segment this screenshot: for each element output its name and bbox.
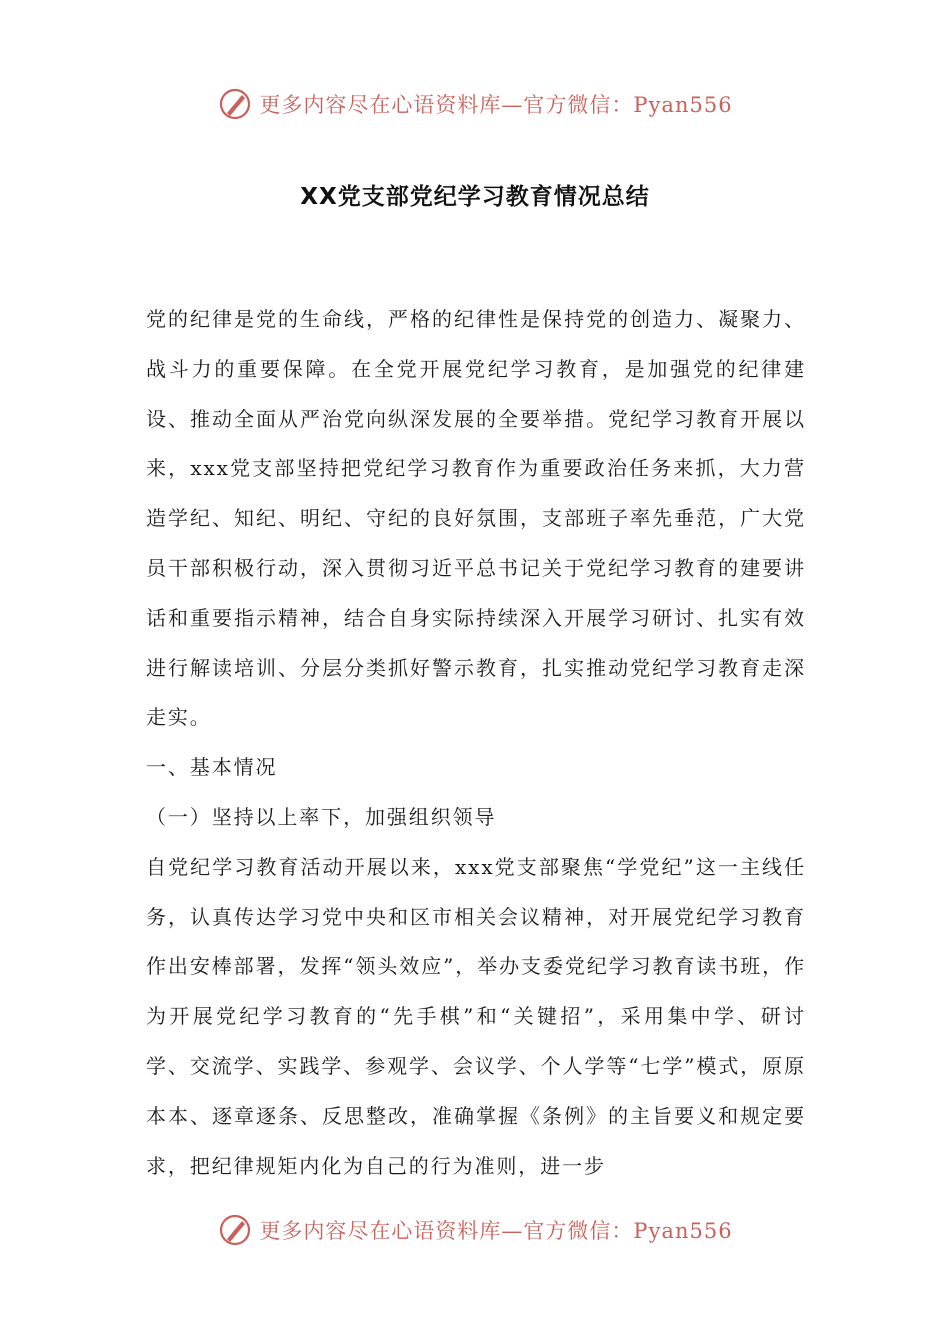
section-heading: 一、基本情况 bbox=[146, 755, 278, 780]
footer-banner bbox=[0, 1208, 950, 1252]
subsection-heading: （一）坚持以上率下，加强组织领导 bbox=[146, 804, 497, 829]
header-banner-text: 更多内容尽在心语资料库—官方微信：Pyan556 bbox=[259, 93, 733, 117]
pen-circle-logo-icon bbox=[217, 1212, 253, 1248]
footer-banner-text: 更多内容尽在心语资料库—官方微信：Pyan556 bbox=[259, 1219, 733, 1243]
document-title: XX党支部党纪学习教育情况总结 bbox=[300, 184, 650, 210]
pen-circle-logo-icon bbox=[217, 86, 253, 122]
header-banner bbox=[0, 82, 950, 126]
body-paragraph: 自党纪学习教育活动开展以来，xxx党支部聚焦“学党纪”这一主线任务，认真传达学习党中央和区市相关会议精神，对开展党纪学习教育作出安棒部署，发挥“领头效应”，举办支委党纪学习教育读书班，作为开展党纪学习教育的“先手棋”和“关键招”，采用集中学、研讨学、交流学、实践学、参观学、会议学、个人学等“七学”模式，原原本本、逐章逐条、反思整改，准确掌握《条例》的主旨要义和规定要求，把纪律规矩内化为自己的行为准则，进一步 bbox=[146, 854, 806, 1178]
document-body bbox=[146, 295, 806, 1191]
intro-paragraph: 党的纪律是党的生命线，严格的纪律性是保持党的创造力、凝聚力、战斗力的重要保障。在全党开展党纪学习教育，是加强党的纪律建设、推动全面从严治党向纵深发展的全要举措。党纪学习教育开展以来，xxx党支部坚持把党纪学习教育作为重要政治任务来抓，大力营造学纪、知纪、明纪、守纪的良好氛围，支部班子率先垂范，广大党员干部积极行动，深入贯彻习近平总书记关于党纪学习教育的建要讲话和重要指示精神，结合自身实际持续深入开展学习研讨、扎实有效进行解读培训、分层分类抓好警示教育，扎实推动党纪学习教育走深走实。 bbox=[146, 307, 806, 730]
